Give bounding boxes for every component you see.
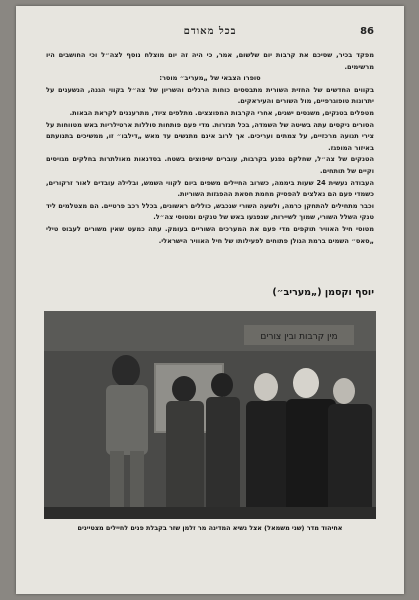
running-title: בכל מאודם xyxy=(183,26,237,37)
paragraph: העבודה נעשית 24 שעות ביממה, כשרוב החיילים משפים ביום לקווי השמש, ובלילה עובדים לאור זרקורים, כשמדי פעם הם נאלצים להפסיק מחמת חסאת ההפגזות השוריות. xyxy=(46,178,375,199)
paragraph: מטפלים בטנקים, משנסים ישנים, אחרי הקרבות המפוצצים. מתלפים ציוד, מתרעננים לקראת הבאות. xyxy=(69,108,374,117)
photo-caption: אחיהוד מדר (שני משמאל) אצל נשיא המדינה מר זלמן שזר בקבלת פנים לחיילים מצטיינים xyxy=(77,524,343,532)
page-number: 86 xyxy=(360,26,374,37)
page-header xyxy=(16,26,404,42)
byline: יוסף וקסמן („מעריב״) xyxy=(272,287,374,298)
paragraph: הטנקים של צה״ל, שחלקם נפגע בקרבות, עוברים שיפוצים בשטח. בסדנאות מאולתרות בחלקים מגויסים וקיים של תותחים. xyxy=(46,155,374,175)
paragraph: בקווים החדשים של החזית השורית מתבססים כוחות הרגלים והשריון של צה״ל בקווי הגנה, הנשענים על יתרונות טופוגרפיים, מול השורים והעיראקים. xyxy=(46,85,374,106)
paragraph: מפקד בכיר, שסיכם את קרבות יום שלשום, אמר, כי היה זה יום מוצלח נוסף לצה״ל וכי החושבים היו מרשימים. xyxy=(46,51,374,71)
paragraph: מטוסי חיל האוויר תוקפים מדי פעם את המערכים השוריים בעומק. עתה כמעט שאין משורים לעבוס טילי „סאס״ השמים ברמת הגולן פתוחים לפעילותו של חיל האוויר הישראלי. xyxy=(46,224,374,245)
paragraph: וכבר מתחילים להתחקן כרמה, ולשעה השורי שנכבש, כוללים ראשונים, בכלל רכב פרטיים. הם מצטלמים ליד טנקי השלל השורי, שמוך לשיירות, שנפגעו באש של טנקים ומטוסי צה״ל. xyxy=(46,201,374,222)
subheading: סופרו הצבאי של „מעריב״ מוסר: xyxy=(159,74,261,83)
paragraph: הסורים ניקסים עתה בשיטה של השמדה, בכל תנזרות. מדי פעם פותחות סוללות ארטילריות באש מטווחות על צירי תנועה מרכזיים, על צמתים ועריכים. אך לרוב אינם מתנשים עד מאש „דילבו״ זו, ממשיכים בתנועתם באיזור המופגז. xyxy=(46,120,374,152)
article-body xyxy=(46,50,374,247)
reception-photo xyxy=(44,311,376,519)
wall-sign-text: מין קרבות ובין צורים xyxy=(260,332,338,342)
book-page xyxy=(16,6,404,594)
